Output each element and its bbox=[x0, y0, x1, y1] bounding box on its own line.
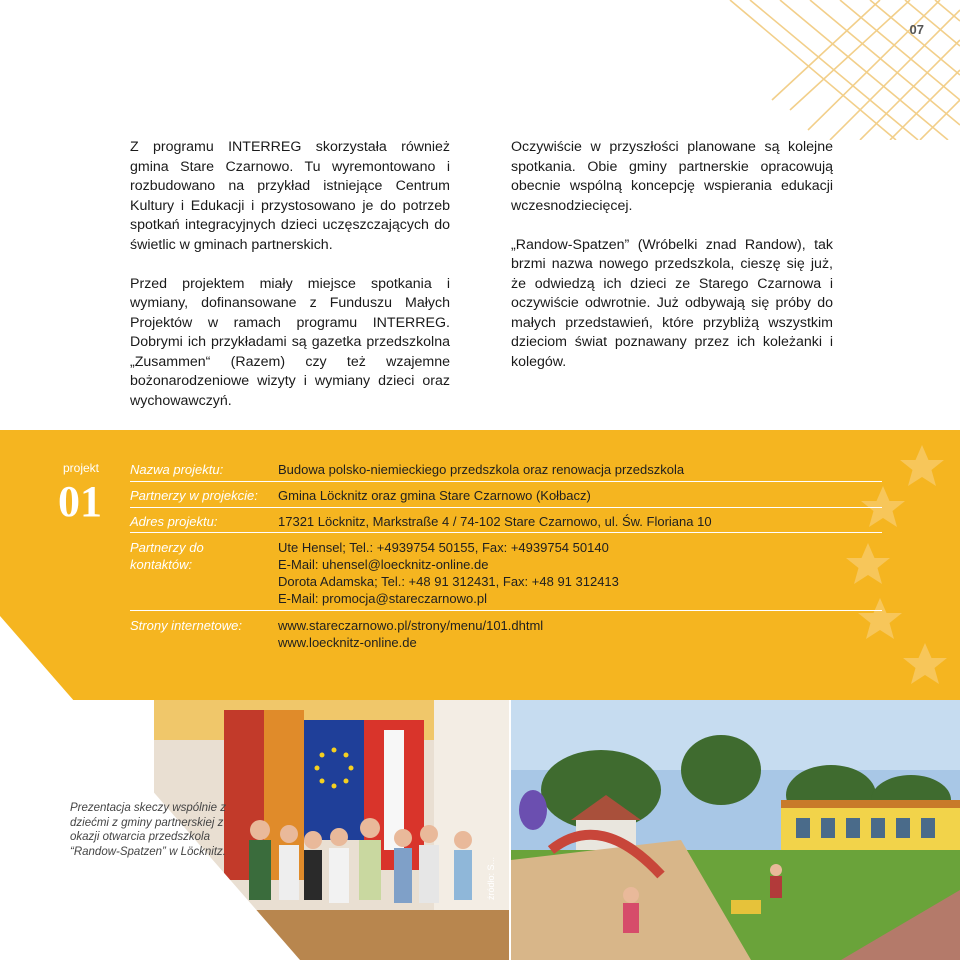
website-link[interactable]: www.loecknitz-online.de bbox=[278, 635, 417, 650]
row-value: 17321 Löcknitz, Markstraße 4 / 74-102 Stare Czarnowo, ul. Św. Floriana 10 bbox=[278, 514, 712, 529]
row-label: Strony internetowe: bbox=[130, 618, 243, 633]
paragraph: Z programu INTERREG skorzystała również gmina Stare Czarnowo. Tu wyremontowano i rozbudowano na przykład istniejące Centrum Kultury i Edukacji i przystosowano je do potrzeb spotkań integracyjnych dzieci uczęszczających do świetlic w gminach partnerskich. bbox=[130, 139, 450, 253]
project-label: projekt bbox=[63, 461, 100, 475]
row-label: Partnerzy w projekcie: bbox=[130, 488, 258, 503]
page-number: 07 bbox=[909, 22, 924, 37]
paragraph: Przed projektem miały miejsce spotkania i wymiany, dofinansowane z Funduszu Małych Projektów w ramach programu INTERREG. Dobrymi ich przykładami są gazetka przedszkolna „Zusammen“ (Razem) czy też wzajemne bożonarodzeniowe wizyty i wymiany dzieci oraz wychowawczyń. bbox=[130, 275, 450, 409]
paragraph: „Randow-Spatzen” (Wróbelki znad Randow), tak brzmi nazwa nowego przedszkola, cieszę się już, że odwiedzą ich dzieci ze Starego Czarnowa i oczywiście odwrotnie. Już odbywają się próby do małych przedstawień, które przybliżą wszystkim dzieciom świat poznawany przez ich koleżanki i kolegów. bbox=[511, 236, 833, 370]
photo-credit: źródło: S... bbox=[486, 856, 496, 900]
contact-line: Dorota Adamska; Tel.: +48 91 312431, Fax: +48 91 312413 bbox=[278, 574, 619, 589]
row-value: Gmina Löcknitz oraz gmina Stare Czarnowo (Kołbacz) bbox=[278, 488, 591, 503]
photo-caption: Prezentacja skeczy wspólnie z dziećmi z gminy partnerskiej z okazji otwarcia przedszkola “Randow-Spatzen” w Löcknitz. bbox=[70, 802, 226, 858]
website-link[interactable]: www.stareczarnowo.pl/strony/menu/101.dhtml bbox=[278, 618, 544, 633]
row-value: Budowa polsko-niemieckiego przedszkola oraz renowacja przedszkola bbox=[278, 462, 685, 477]
project-number: 01 bbox=[58, 477, 102, 526]
contact-line: Ute Hensel; Tel.: +4939754 50155, Fax: +4939754 50140 bbox=[278, 540, 609, 555]
contact-email[interactable]: E-Mail: promocja@stareczarnowo.pl bbox=[278, 591, 487, 606]
row-label: Nazwa projektu: bbox=[130, 462, 224, 477]
row-label: Partnerzy do kontaktów: bbox=[130, 540, 204, 572]
paragraph: Oczywiście w przyszłości planowane są kolejne spotkania. Obie gminy partnerskie opracowują obecnie wspólną koncepcję wspierania edukacji wczesnodziecięcej. bbox=[511, 139, 833, 214]
contact-email[interactable]: E-Mail: uhensel@loecknitz-online.de bbox=[278, 557, 489, 572]
row-label: Adres projektu: bbox=[130, 514, 218, 529]
